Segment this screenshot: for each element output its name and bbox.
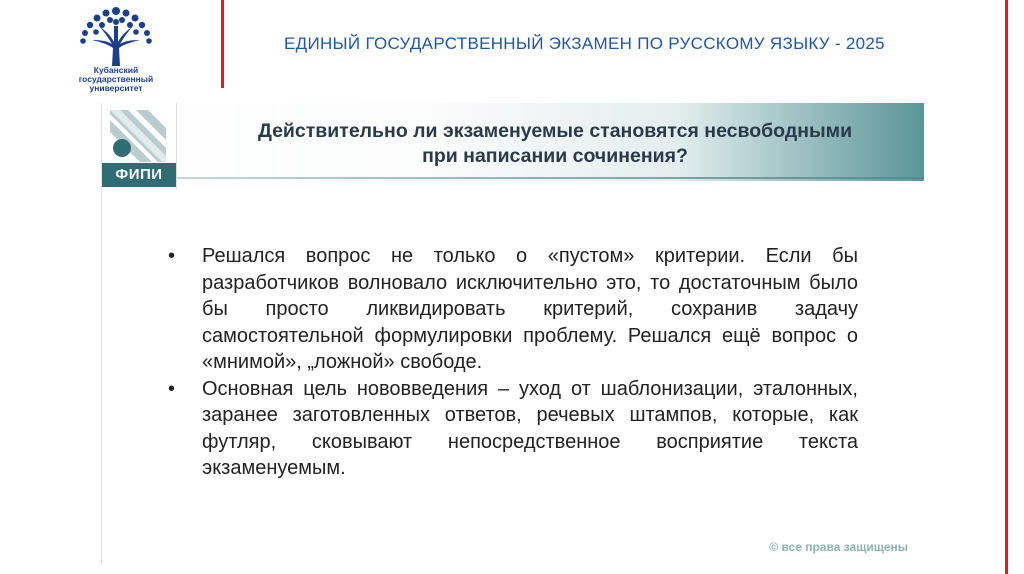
- copyright-notice: © все права защищены: [769, 540, 908, 554]
- slide-title-line-1: Действительно ли экзаменуемые становятся несвободными: [257, 120, 853, 142]
- university-name: [70, 66, 162, 93]
- bullet-marker: •: [168, 245, 176, 267]
- tree-emblem-icon: [74, 4, 158, 66]
- slide-title-line-2: при написании сочинения?: [422, 145, 688, 167]
- bullet-text: Решался вопрос не только о «пустом» критерии. Если бы разработчиков волновало исключительно это, то достаточным было бы просто ликвидировать критерий, сохранив задачу самостоятельной формулировки проблему. Решался ещё вопрос о «мнимой», „ложной» свободе.: [202, 245, 858, 373]
- slide-title: [202, 119, 908, 169]
- list-item: [166, 243, 858, 376]
- list-item: [166, 376, 858, 482]
- red-divider-right: [1005, 0, 1008, 574]
- page-title: ЕДИНЫЙ ГОСУДАРСТВЕННЫЙ ЭКЗАМЕН ПО РУССКОМУ ЯЗЫКУ - 2025: [284, 34, 885, 53]
- logo-line-2: государственный: [78, 74, 154, 84]
- fipi-emblem-icon: [110, 110, 166, 162]
- slide-content: [102, 103, 924, 565]
- fipi-logo: [102, 103, 177, 189]
- logo-line-3: университет: [89, 83, 143, 93]
- fipi-label: ФИПИ: [102, 163, 176, 187]
- banner-underline: [174, 177, 924, 179]
- logo-line-1: Кубанский: [93, 65, 139, 75]
- bullet-text: Основная цель нововведения – уход от шаблонизации, эталонных, заранее заготовленных ответов, речевых штампов, которые, как футляр, сковывают непосредственное восприятие текста экзаменуемым.: [202, 377, 858, 479]
- bullet-list: [166, 243, 858, 482]
- university-logo: [70, 4, 162, 100]
- bullet-marker: •: [168, 377, 176, 400]
- red-divider-left: [221, 0, 224, 88]
